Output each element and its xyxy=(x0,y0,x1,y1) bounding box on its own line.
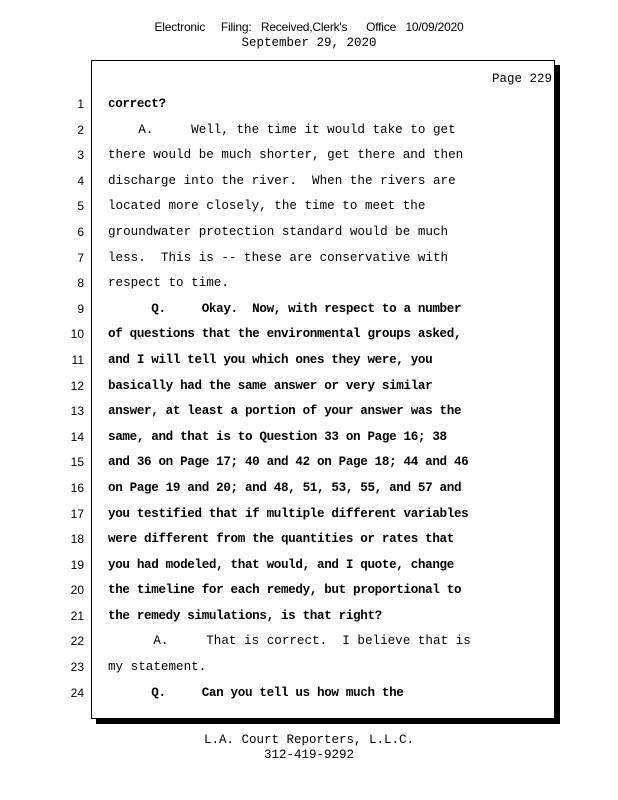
transcript-line: A. Well, the time it would take to get xyxy=(108,122,456,137)
transcript-line: groundwater protection standard would be much xyxy=(108,224,449,239)
line-number: 19 xyxy=(70,557,84,572)
line-number: 6 xyxy=(77,224,84,239)
reporter-phone: 312-419-9292 xyxy=(263,748,354,762)
line-number: 21 xyxy=(70,608,84,623)
transcript-line: same, and that is to Question 33 on Page 16; 38 xyxy=(108,429,447,444)
line-number: 17 xyxy=(70,506,84,521)
hearing-date: September 29, 2020 xyxy=(241,36,377,50)
transcript-line: located more closely, the time to meet the xyxy=(108,199,426,214)
transcript-line: basically had the same answer or very similar xyxy=(108,378,433,393)
transcript-line: my statement. xyxy=(108,660,207,675)
line-number: 13 xyxy=(70,404,84,419)
reporter-footer xyxy=(0,733,618,763)
transcript-line: the remedy simulations, is that right? xyxy=(108,608,382,623)
transcript-line: and I will tell you which ones they were, you xyxy=(108,352,433,367)
transcript-line: and 36 on Page 17; 40 and 42 on Page 18; 44 and 46 xyxy=(108,455,469,470)
transcript-line: on Page 19 and 20; and 48, 51, 53, 55, and 57 and xyxy=(108,480,462,495)
reporter-company: L.A. Court Reporters, L.L.C. xyxy=(203,733,415,747)
line-number: 2 xyxy=(77,122,84,137)
line-number: 23 xyxy=(70,660,84,675)
line-number: 12 xyxy=(70,378,84,393)
line-number: 15 xyxy=(70,455,84,470)
transcript-line: Q. Can you tell us how much the xyxy=(108,685,404,700)
line-number: 16 xyxy=(70,480,84,495)
transcript-line: Q. Okay. Now, with respect to a number xyxy=(108,301,462,316)
line-number: 7 xyxy=(77,250,84,265)
transcript-line: you had modeled, that would, and I quote, change xyxy=(108,557,454,572)
line-number: 24 xyxy=(70,685,84,700)
line-number: 18 xyxy=(70,532,84,547)
line-number: 1 xyxy=(77,97,84,111)
line-number: 4 xyxy=(77,173,84,188)
line-number: 22 xyxy=(70,634,84,649)
line-number: 3 xyxy=(77,148,84,163)
transcript-line: discharge into the river. When the rivers are xyxy=(108,173,456,188)
transcript-line: of questions that the environmental groups asked, xyxy=(108,327,462,342)
page-number: Page 229 xyxy=(491,72,552,86)
transcript-line: less. This is -- these are conservative with xyxy=(108,250,449,265)
transcript-line: answer, at least a portion of your answer was the xyxy=(108,404,462,419)
transcript-line: correct? xyxy=(108,97,166,111)
line-number: 9 xyxy=(77,301,84,316)
line-number: 8 xyxy=(77,276,84,291)
line-number-column xyxy=(62,92,84,706)
line-number: 20 xyxy=(70,583,84,598)
transcript-line: respect to time. xyxy=(108,276,229,291)
transcript-line: you testified that if multiple different variables xyxy=(108,506,469,521)
transcript-line: there would be much shorter, get there and then xyxy=(108,148,464,163)
line-number: 14 xyxy=(70,429,84,444)
transcript-text xyxy=(108,92,548,706)
line-number: 5 xyxy=(77,199,84,214)
transcript-line: A. That is correct. I believe that is xyxy=(108,634,471,649)
line-number: 10 xyxy=(70,327,84,342)
filing-stamp: Electronic Filing: Received,Clerk's Office 10/09/2020 xyxy=(154,20,464,34)
transcript-line: were different from the quantities or rates that xyxy=(108,532,454,547)
transcript-line: the timeline for each remedy, but proportional to xyxy=(108,583,462,598)
line-number: 11 xyxy=(71,352,84,367)
